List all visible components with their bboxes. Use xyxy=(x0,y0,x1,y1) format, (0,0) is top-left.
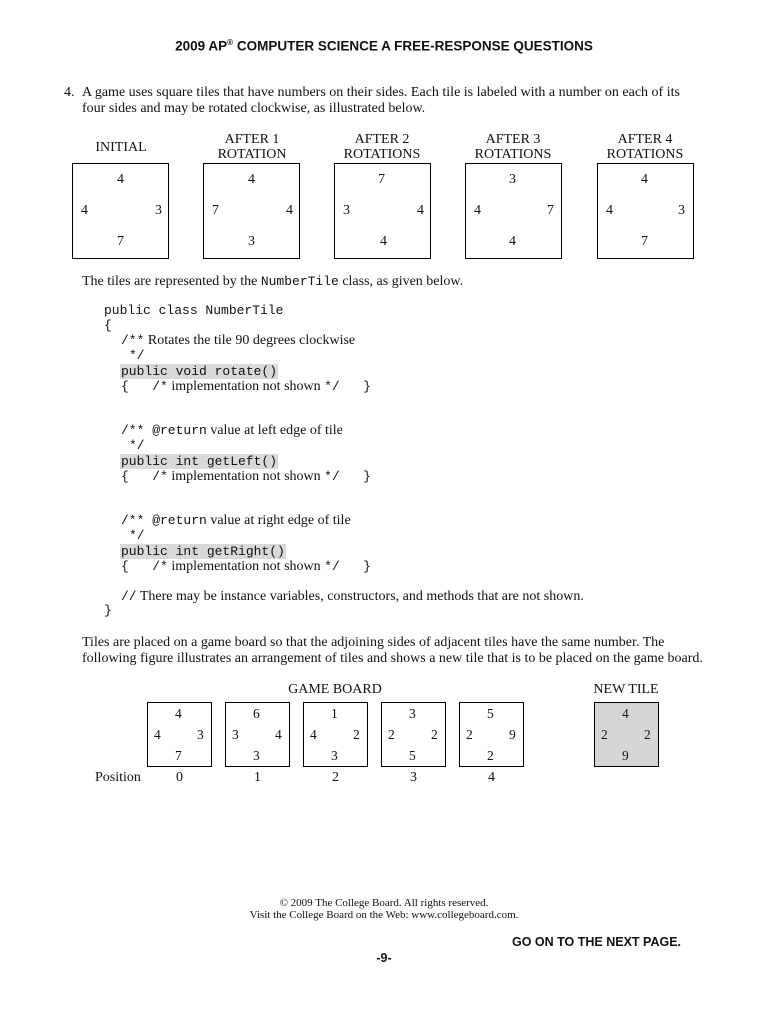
position-index-2: 2 xyxy=(332,770,339,785)
tile-bottom-value: 7 xyxy=(117,234,124,249)
tile-bottom-value: 3 xyxy=(331,748,338,763)
rotation-tile-2 xyxy=(334,163,431,259)
impl-getleft xyxy=(121,469,371,485)
rotation-label-line2: ROTATIONS xyxy=(606,147,684,162)
footer-visit: Visit the College Board on the Web: www.collegeboard.com. xyxy=(249,909,519,921)
impl-rotate xyxy=(121,379,371,395)
comment-close: */ xyxy=(129,528,145,543)
tile-left-value: 4 xyxy=(154,727,161,742)
rotation-label-line1: AFTER 1 xyxy=(224,132,280,147)
tile-top-value: 5 xyxy=(487,706,494,721)
rotation-tile-4 xyxy=(597,163,694,259)
position-label: Position xyxy=(95,770,141,785)
footer-copyright: © 2009 The College Board. All rights reserved. xyxy=(279,897,489,909)
impl-text: implementation not shown xyxy=(171,469,321,484)
comment-text: value at left edge of tile xyxy=(210,423,343,438)
rotation-tile-initial xyxy=(72,163,169,259)
position-index-4: 4 xyxy=(488,770,495,785)
class-intro-post: class, as given below. xyxy=(338,274,464,289)
rotation-label-4 xyxy=(595,132,695,162)
tile-right-value: 2 xyxy=(353,727,360,742)
tile-left-value: 3 xyxy=(343,203,350,218)
tile-top-value: 4 xyxy=(248,172,255,187)
impl-getright xyxy=(121,559,371,575)
tile-right-value: 2 xyxy=(644,727,651,742)
board-tile-0 xyxy=(147,702,212,767)
tile-left-value: 4 xyxy=(310,727,317,742)
tile-top-value: 3 xyxy=(509,172,516,187)
position-index-3: 3 xyxy=(410,770,417,785)
code-comment-getright xyxy=(121,513,351,529)
code-open-brace: { xyxy=(104,318,112,333)
rotation-label-line1: AFTER 4 xyxy=(617,132,673,147)
tile-top-value: 4 xyxy=(175,706,182,721)
board-tile-4 xyxy=(459,702,524,767)
code-comment-getleft xyxy=(121,423,343,439)
question-number: 4. xyxy=(64,85,75,100)
board-intro-line-2: following figure illustrates an arrangement of tiles and shows a new tile that is to be placed on the game board. xyxy=(82,651,703,666)
tile-top-value: 4 xyxy=(117,172,124,187)
comment-close: */ xyxy=(129,438,145,453)
rotation-label-line1: AFTER 3 xyxy=(485,132,541,147)
tile-bottom-value: 2 xyxy=(487,748,494,763)
tile-right-value: 4 xyxy=(286,203,293,218)
rotation-label-1 xyxy=(202,132,302,162)
class-intro-pre: The tiles are represented by the xyxy=(82,274,261,289)
board-tile-2 xyxy=(303,702,368,767)
board-intro-line-1: Tiles are placed on a game board so that the adjoining sides of adjacent tiles have the same number. The xyxy=(82,635,665,650)
code-comment-notshown xyxy=(121,589,584,605)
impl-text: implementation not shown xyxy=(171,559,321,574)
tile-right-value: 3 xyxy=(678,203,685,218)
comment-text: value at right edge of tile xyxy=(210,513,351,528)
tile-bottom-value: 9 xyxy=(622,748,629,763)
class-intro xyxy=(82,274,463,290)
question-line-1: A game uses square tiles that have numbers on their sides. Each tile is labeled with a number on each of its xyxy=(82,85,680,100)
tile-bottom-value: 3 xyxy=(248,234,255,249)
tile-top-value: 1 xyxy=(331,706,338,721)
impl-open: { /* xyxy=(121,379,168,394)
new-tile-title: NEW TILE xyxy=(593,682,659,697)
board-tile-3 xyxy=(381,702,446,767)
rotation-tile-3 xyxy=(465,163,562,259)
comment-close: */ xyxy=(129,348,145,363)
rotation-label-line2: ROTATIONS xyxy=(474,147,552,162)
impl-text: implementation not shown xyxy=(171,379,321,394)
tile-right-value: 3 xyxy=(197,727,204,742)
code-comment-rotate xyxy=(121,333,355,349)
tile-left-value: 2 xyxy=(388,727,395,742)
position-index-0: 0 xyxy=(176,770,183,785)
question-line-2: four sides and may be rotated clockwise, as illustrated below. xyxy=(82,101,426,116)
page-number: -9- xyxy=(376,951,392,965)
new-tile xyxy=(594,702,659,767)
comment-open: /** @return xyxy=(121,513,207,528)
tile-right-value: 7 xyxy=(547,203,554,218)
rotation-label-3 xyxy=(463,132,563,162)
registered-mark: ® xyxy=(227,38,234,47)
tile-left-value: 3 xyxy=(232,727,239,742)
impl-open: { /* xyxy=(121,559,168,574)
rotation-label-line2: ROTATION xyxy=(217,147,287,162)
tile-left-value: 2 xyxy=(466,727,473,742)
comment-text: There may be instance variables, constructors, and methods that are not shown. xyxy=(139,589,584,604)
tile-right-value: 9 xyxy=(509,727,516,742)
header-title-pre: 2009 AP xyxy=(175,38,228,54)
tile-top-value: 7 xyxy=(378,172,385,187)
comment-open: // xyxy=(121,589,137,604)
tile-bottom-value: 4 xyxy=(380,234,387,249)
tile-left-value: 4 xyxy=(474,203,481,218)
rotation-label-initial xyxy=(71,140,171,155)
tile-right-value: 4 xyxy=(417,203,424,218)
tile-bottom-value: 7 xyxy=(641,234,648,249)
method-getright: public int getRight() xyxy=(121,544,285,559)
tile-bottom-value: 3 xyxy=(253,748,260,763)
page-header xyxy=(0,38,768,54)
code-close-brace: } xyxy=(104,603,112,618)
impl-close: */ } xyxy=(324,559,371,574)
tile-top-value: 4 xyxy=(622,706,629,721)
tile-bottom-value: 7 xyxy=(175,748,182,763)
tile-top-value: 6 xyxy=(253,706,260,721)
tile-bottom-value: 5 xyxy=(409,748,416,763)
impl-close: */ } xyxy=(324,469,371,484)
header-title-post: COMPUTER SCIENCE A FREE-RESPONSE QUESTIONS xyxy=(233,38,593,54)
position-index-1: 1 xyxy=(254,770,261,785)
tile-top-value: 3 xyxy=(409,706,416,721)
tile-right-value: 4 xyxy=(275,727,282,742)
go-on-notice: GO ON TO THE NEXT PAGE. xyxy=(512,935,682,949)
tile-right-value: 2 xyxy=(431,727,438,742)
rotation-tile-1 xyxy=(203,163,300,259)
board-tile-1 xyxy=(225,702,290,767)
tile-top-value: 4 xyxy=(641,172,648,187)
rotation-label-2 xyxy=(332,132,432,162)
tile-left-value: 7 xyxy=(212,203,219,218)
tile-right-value: 3 xyxy=(155,203,162,218)
rotation-label-line1: INITIAL xyxy=(95,140,147,155)
tile-left-value: 2 xyxy=(601,727,608,742)
comment-open: /** @return xyxy=(121,423,207,438)
game-board-title: GAME BOARD xyxy=(288,682,382,697)
impl-close: */ } xyxy=(324,379,371,394)
class-intro-code: NumberTile xyxy=(260,274,339,289)
tile-left-value: 4 xyxy=(606,203,613,218)
tile-bottom-value: 4 xyxy=(509,234,516,249)
comment-text: Rotates the tile 90 degrees clockwise xyxy=(147,333,356,348)
impl-open: { /* xyxy=(121,469,168,484)
rotation-label-line2: ROTATIONS xyxy=(343,147,421,162)
comment-open: /** xyxy=(121,333,145,348)
rotation-label-line1: AFTER 2 xyxy=(354,132,410,147)
method-getleft: public int getLeft() xyxy=(121,454,278,469)
method-rotate: public void rotate() xyxy=(121,364,278,379)
tile-left-value: 4 xyxy=(81,203,88,218)
code-class-decl: public class NumberTile xyxy=(104,303,284,318)
